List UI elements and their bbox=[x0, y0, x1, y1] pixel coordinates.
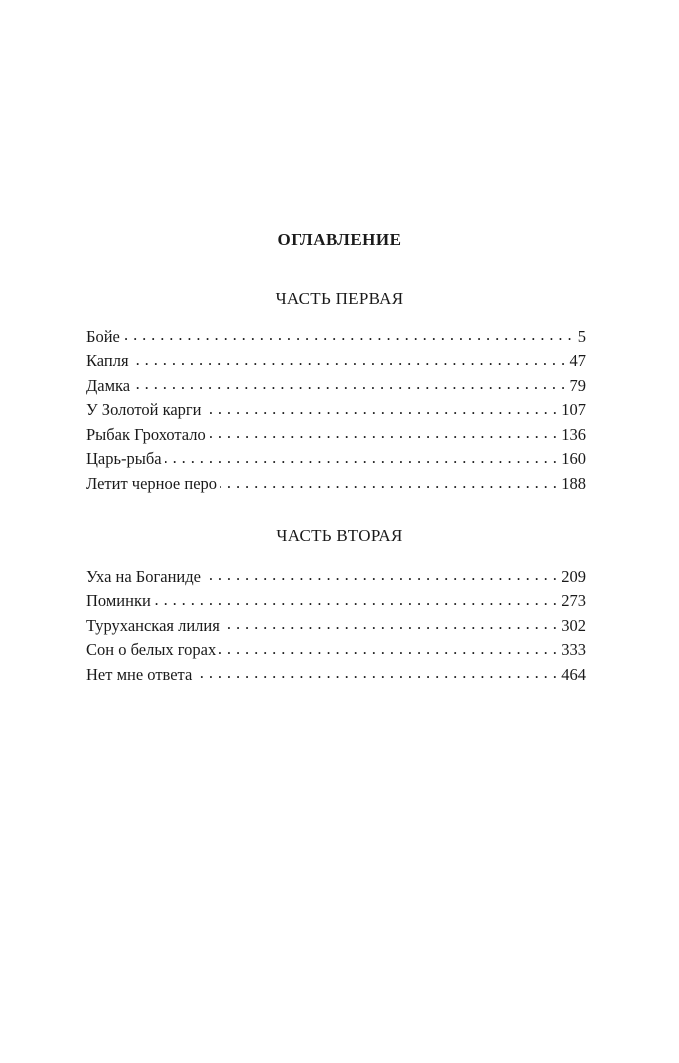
entry-title: Сон о белых горах bbox=[86, 640, 217, 660]
dot-leader bbox=[223, 614, 557, 631]
toc-entry bbox=[86, 590, 586, 615]
entry-title: Царь-рыба bbox=[86, 449, 162, 469]
page-title: ОГЛАВЛЕНИЕ bbox=[277, 230, 402, 249]
toc-entry bbox=[86, 565, 586, 590]
dot-leader bbox=[204, 565, 557, 582]
entry-page-number: 107 bbox=[561, 400, 586, 420]
dot-leader bbox=[123, 325, 572, 342]
entry-page-number: 464 bbox=[561, 664, 586, 684]
entry-page-number: 5 bbox=[577, 326, 586, 346]
toc-entry bbox=[86, 639, 586, 664]
entry-title: У Золотой карги bbox=[86, 400, 202, 420]
part-one-entries bbox=[86, 325, 586, 497]
toc-entry bbox=[86, 374, 586, 399]
toc-entry bbox=[86, 325, 586, 350]
entry-page-number: 302 bbox=[561, 615, 586, 635]
dot-leader bbox=[209, 423, 558, 440]
entry-title: Дамка bbox=[86, 375, 131, 395]
entry-title: Капля bbox=[86, 351, 129, 371]
part-one-heading: ЧАСТЬ ПЕРВАЯ bbox=[275, 289, 404, 308]
toc-entry bbox=[86, 473, 586, 498]
part-two-entries bbox=[86, 565, 586, 688]
entry-title: Бойе bbox=[86, 326, 120, 346]
dot-leader bbox=[220, 473, 557, 490]
entry-title: Уха на Боганиде bbox=[86, 566, 201, 586]
entry-page-number: 209 bbox=[561, 566, 586, 586]
entry-title: Летит черное перо bbox=[86, 474, 218, 494]
part-two-heading: ЧАСТЬ ВТОРАЯ bbox=[276, 526, 403, 545]
entry-page-number: 47 bbox=[569, 351, 586, 371]
toc-entry bbox=[86, 448, 586, 473]
dot-leader bbox=[154, 590, 557, 607]
dot-leader bbox=[195, 663, 557, 680]
dot-leader bbox=[219, 639, 557, 656]
toc-entry bbox=[86, 663, 586, 688]
entry-page-number: 79 bbox=[569, 375, 586, 395]
toc-entry bbox=[86, 423, 586, 448]
dot-leader bbox=[133, 374, 565, 391]
entry-page-number: 333 bbox=[561, 640, 586, 660]
dot-leader bbox=[205, 399, 558, 416]
toc-entry bbox=[86, 399, 586, 424]
toc-entry bbox=[86, 614, 586, 639]
entry-page-number: 273 bbox=[561, 591, 586, 611]
dot-leader bbox=[165, 448, 558, 465]
entry-page-number: 160 bbox=[561, 449, 586, 469]
entry-page-number: 188 bbox=[561, 474, 586, 494]
dot-leader bbox=[132, 350, 566, 367]
entry-title: Рыбак Грохотало bbox=[86, 424, 206, 444]
toc-entry bbox=[86, 350, 586, 375]
entry-title: Нет мне ответа bbox=[86, 664, 193, 684]
entry-title: Поминки bbox=[86, 591, 151, 611]
entry-title: Туруханская лилия bbox=[86, 615, 220, 635]
entry-page-number: 136 bbox=[561, 424, 586, 444]
